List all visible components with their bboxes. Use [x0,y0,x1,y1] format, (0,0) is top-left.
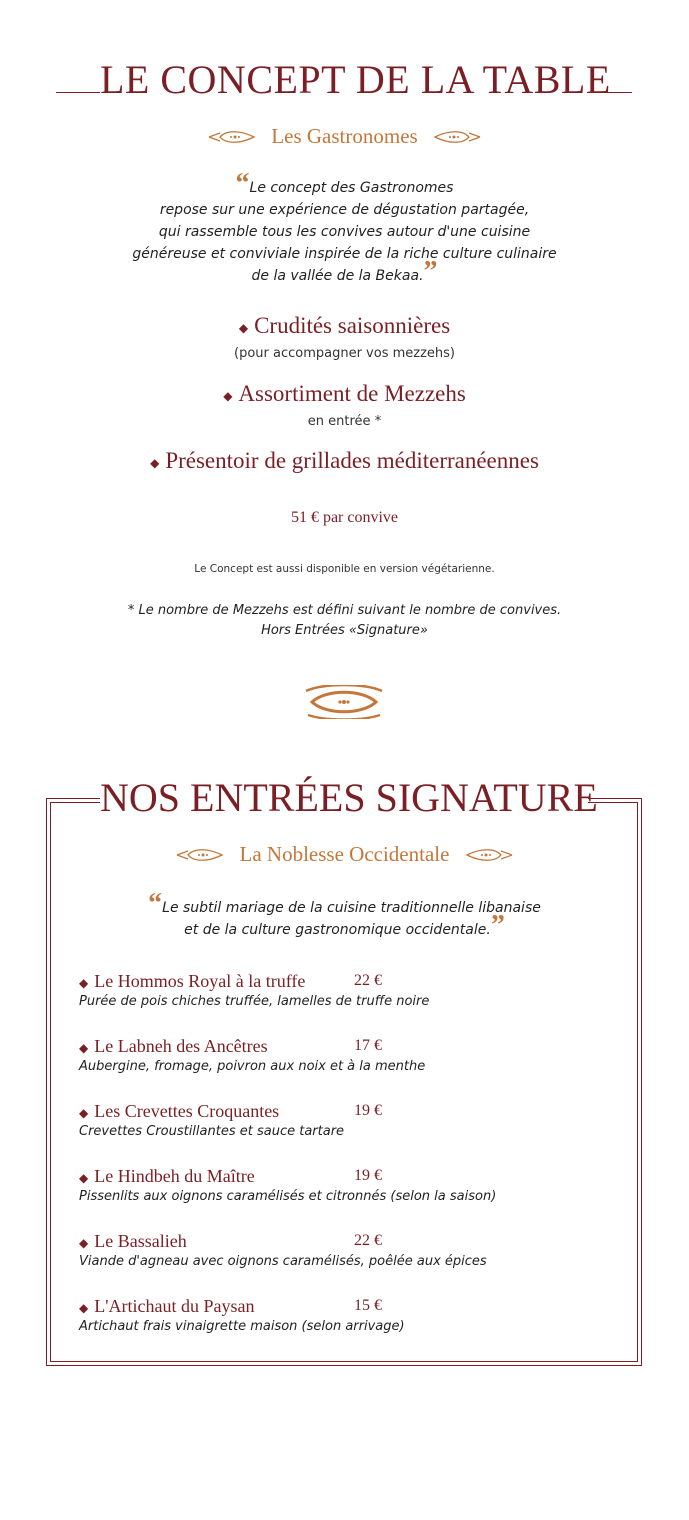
dish-sub-mezzehs: en entrée * [307,414,382,429]
section2-title: NOS ENTRÉES SIGNATURE [100,772,588,824]
section1-subtitle-row [0,124,689,149]
section1-header [0,52,689,108]
dish-sub-crudites: (pour accompagner vos mezzehs) [234,346,455,361]
item-name: ◆ Le Bassalieh [79,1231,187,1251]
ornament-right-icon [465,848,513,862]
item-name: ◆ Le Hommos Royal à la truffe [79,971,306,991]
item-name: ◆ L'Artichaut du Paysan [79,1296,255,1316]
price-per-guest: 51 € par convive [290,509,399,526]
frame-top-rule-left-inner [50,802,102,803]
quote-line: généreuse et conviviale inspirée de la riche culture culinaire [132,246,557,262]
quote-line: de la vallée de la Bekaa. [251,268,424,284]
vegetarian-note: Le Concept est aussi disponible en version végétarienne. [194,563,495,575]
title-rule-right [588,92,632,93]
item-price: 17 € [354,1037,382,1054]
diamond-icon: ◆ [79,975,89,990]
dish-title-grillades: ◆ Présentoir de grillades méditerranéennes [150,448,539,473]
item-description: Crevettes Croustillantes et sauce tartare [79,1124,345,1139]
close-quote-icon: ” [490,910,505,941]
open-quote-icon: “ [235,168,250,199]
item-name: ◆ Le Labneh des Ancêtres [79,1036,268,1056]
item-description: Artichaut frais vinaigrette maison (selon arrivage) [79,1319,405,1334]
item-description: Pissenlits aux oignons caramélisés et citronnés (selon la saison) [79,1189,497,1204]
diamond-icon: ◆ [79,1105,89,1120]
diamond-icon: ◆ [79,1170,89,1185]
quote-line: Le concept des Gastronomes [249,180,454,196]
diamond-icon: ◆ [79,1235,89,1250]
item-description: Viande d'agneau avec oignons caramélisés, poêlée aux épices [79,1254,487,1269]
quote-line: Le subtil mariage de la cuisine traditionnelle libanaise [162,900,541,916]
item-price: 22 € [354,1232,382,1249]
dish-title-mezzehs: ◆ Assortiment de Mezzehs [223,381,466,406]
quote-line: qui rassemble tous les convives autour d'une cuisine [158,224,531,240]
diamond-icon: ◆ [79,1300,89,1315]
ornament-right-icon [433,130,481,144]
close-quote-icon: ” [423,256,438,287]
frame-top-rule-left [46,798,102,799]
section1-title: LE CONCEPT DE LA TABLE [100,57,611,102]
item-price: 22 € [354,972,382,989]
item-price: 15 € [354,1297,382,1314]
item-description: Purée de pois chiches truffée, lamelles de truffe noire [79,994,430,1009]
quote-line: repose sur une expérience de dégustation partagée, [159,202,530,218]
signature-frame-inner [50,802,638,1362]
section1-subtitle: Les Gastronomes [271,124,418,148]
diamond-icon: ◆ [238,320,249,335]
diamond-icon: ◆ [223,388,233,403]
ornament-left-icon [208,130,256,144]
ornament-left-icon [176,848,224,862]
footnote [0,601,689,641]
section2-quote [0,888,689,941]
item-name: ◆ Le Hindbeh du Maître [79,1166,255,1186]
item-description: Aubergine, fromage, poivron aux noix et à la menthe [79,1059,426,1074]
footnote-line: * Le nombre de Mezzehs est défini suivant le nombre de convives. [127,603,562,618]
section2-subtitle-row [0,842,689,867]
center-ornament-icon [304,685,384,719]
dish-title-crudites: ◆ Crudités saisonnières [238,313,451,338]
footnote-line: Hors Entrées «Signature» [261,623,428,638]
open-quote-icon: “ [148,888,163,919]
quote-line: et de la culture gastronomique occidentale. [184,922,491,938]
section2-subtitle: La Noblesse Occidentale [239,842,450,866]
diamond-icon: ◆ [79,1040,89,1055]
section1-quote [0,168,689,287]
item-name: ◆ Les Crevettes Croquantes [79,1101,280,1121]
item-price: 19 € [354,1102,382,1119]
item-price: 19 € [354,1167,382,1184]
diamond-icon: ◆ [150,455,160,470]
title-rule-left [56,92,100,93]
